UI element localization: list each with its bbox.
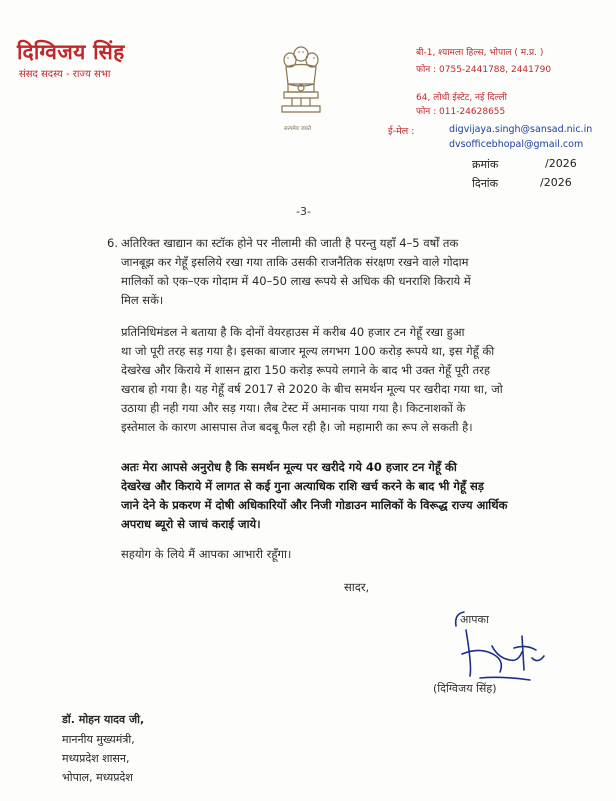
paragraph-line: देखरेख और किराये में शासन द्वारा 150 करोड़ रूपये लगाने के बाद भी उक्त गेहूँ पूरी तरह: [121, 363, 490, 377]
paragraph-line: देखरेख और किराये में लागत से कई गुना अत्याधिक राशि खर्च करने के बाद भी गेहूँ सड़: [121, 479, 484, 493]
date-value: /2026: [540, 176, 572, 189]
date-label: दिनांक: [472, 177, 499, 190]
recipient-name: डॉ. मोहन यादव जी,: [62, 713, 145, 726]
recipient-government: मध्यप्रदेश शासन,: [62, 752, 130, 765]
paragraph-line: मिल सकें।: [121, 293, 164, 307]
signatory-name: (दिग्विजय सिंह): [433, 682, 497, 695]
sender-name: दिग्विजय सिंह: [17, 40, 125, 64]
paragraph-line: खराब हो गया है। यह गेहूँ वर्ष 2017 से 2020 के बीच समर्थन मूल्य पर खरीदा गया था, जो: [121, 382, 503, 396]
email-office[interactable]: dvsofficebhopal@gmail.com: [449, 139, 584, 150]
paragraph-line: था जो पूरी तरह सड़ गया है। इसका बाजार मूल्य लगभग 100 करोड़ रूपये था, इस गेहूँ की: [121, 344, 495, 358]
delhi-phone: फोन : 011-24628655: [416, 107, 506, 117]
paragraph-line: मालिकों को एक–एक गोदाम में 40–50 लाख रूपये से अधिक की धनराशि किराये में: [121, 274, 471, 288]
paragraph-6: [107, 234, 595, 310]
email-official[interactable]: digvijaya.singh@sansad.nic.in: [449, 124, 593, 135]
closing-apka: आपका: [460, 613, 489, 626]
email-label: ई-मेल :: [388, 126, 415, 137]
paragraph-line: अतिरिक्त खाद्यान का स्टॉक होने पर नीलामी की जाती है परन्तु यहाँ 4–5 वर्षों तक: [121, 236, 459, 250]
paragraph-line: जाने देने के प्रकरण में दोषी अधिकारियों और निजी गोडाउन मालिकों के विरूद्ध राज्य आर्थिक: [121, 498, 508, 512]
paragraph-line: इस्तेमाल के कारण आसपास तेज बदबू फैल रही है। जो महामारी का रूप ले सकती है।: [121, 420, 473, 434]
national-emblem-icon: [278, 40, 324, 120]
paragraph-line: अपराध ब्यूरो से जाचं कराई जाये।: [121, 517, 261, 531]
paragraph-line: अतः मेरा आपसे अनुरोध है कि समर्थन मूल्य पर खरीदे गये 40 हजार टन गेहूँ की: [121, 460, 457, 474]
ref-number-value: /2026: [545, 157, 577, 170]
ref-number-label: क्रमांक: [472, 158, 499, 171]
paragraph-line: जानबूझ कर गेहूँ इसलिये रखा गया ताकि उसकी राजनैतिक संरक्षण रखने वाले गोदाम: [121, 255, 469, 269]
paragraph-request: [121, 458, 595, 534]
paragraph-line: प्रतिनिधिमंडल ने बताया है कि दोनों वेयरहाउस में करीब 40 हजार टन गेहूँ रखा हुआ: [121, 325, 465, 339]
bhopal-address: बी-1, श्यामला हिल्स, भोपाल ( म.प्र. ): [416, 48, 544, 58]
emblem-caption: सत्यमेव जयते: [284, 126, 312, 132]
paragraph-delegation: [121, 323, 595, 437]
page-number: -3-: [296, 205, 311, 218]
recipient-place: भोपाल, मध्यप्रदेश: [62, 771, 133, 784]
paragraph-thanks: [121, 545, 595, 564]
delhi-address: 64, लोधी ईस्टेट, नई दिल्ली: [416, 93, 507, 103]
bhopal-phone: फोन : 0755-2441788, 2441790: [416, 65, 552, 75]
recipient-title: माननीय मुख्यमंत्री,: [62, 733, 135, 746]
paragraph-line: उठाया ही नही गया और सड़ गया। लैब टेस्ट में अमानक पाया गया है। किटनाशकों के: [121, 401, 466, 415]
paragraph-line: सहयोग के लिये मैं आपका आभारी रहूँगा।: [121, 547, 292, 561]
paragraph-number: 6.: [107, 236, 118, 250]
closing-salutation: सादर,: [344, 580, 370, 594]
sender-designation: संसद सदस्य - राज्य सभा: [19, 69, 111, 80]
